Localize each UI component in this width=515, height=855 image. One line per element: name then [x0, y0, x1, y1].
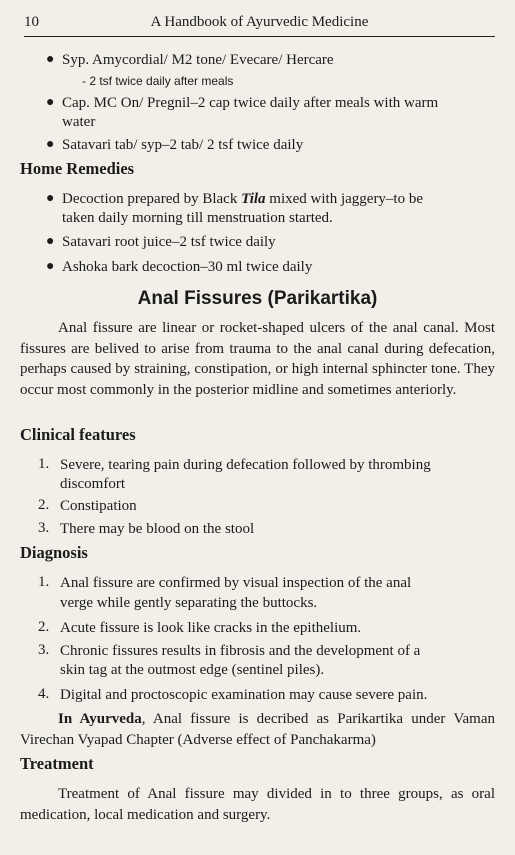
- bullet-dot: ●: [46, 191, 55, 206]
- feature-item: There may be blood on the stool: [60, 521, 255, 537]
- bullet-dot: ●: [46, 95, 55, 110]
- diagnosis-item: Chronic fissures results in fibrosis and the development of a: [60, 643, 421, 659]
- ayurveda-paragraph: In Ayurveda, Anal fissure is decribed as Parikartika under Vaman Virechan Vyapad Chapter (Adverse effect of Panchakarma): [20, 711, 495, 748]
- diagnosis-item-cont: skin tag at the outmost edge (sentinel piles).: [60, 662, 325, 678]
- diagnosis-heading: Diagnosis: [20, 543, 88, 562]
- dosage-note: - 2 tsf twice daily after meals: [82, 74, 234, 88]
- remedy-item: Decoction prepared by Black Tila mixed with jaggery–to be: [62, 191, 424, 207]
- diagnosis-item: Anal fissure are confirmed by visual inspection of the anal: [60, 575, 412, 591]
- feature-item-cont: discomfort: [60, 476, 125, 492]
- list-number: 4.: [38, 686, 50, 702]
- list-number: 1.: [38, 574, 50, 590]
- diagnosis-item-cont: verge while gently separating the buttocks.: [60, 595, 318, 611]
- clinical-features-heading: Clinical features: [20, 425, 136, 444]
- remedy-item: Ashoka bark decoction–30 ml twice daily: [62, 259, 313, 275]
- book-title: A Handbook of Ayurvedic Medicine: [150, 14, 369, 30]
- list-number: 3.: [38, 642, 50, 658]
- page-number: 10: [24, 14, 39, 30]
- list-number: 2.: [38, 619, 50, 635]
- bullet-dot: ●: [46, 137, 55, 152]
- medicine-item: Syp. Amycordial/ M2 tone/ Evecare/ Hercare: [62, 52, 334, 68]
- list-number: 2.: [38, 497, 50, 513]
- bullet-dot: ●: [46, 259, 55, 274]
- treatment-paragraph: Treatment of Anal fissure may divided in to three groups, as oral medication, local medication and surgery.: [20, 786, 495, 823]
- intro-paragraph: Anal fissure are linear or rocket-shaped ulcers of the anal canal. Most fissures are belived to arise from trauma to the anal canal during defecation, perhaps caused by straining, constipation, or high internal sphincter tone. They occur most commonly in the posterior midline and sometimes anteriorly.: [20, 320, 495, 398]
- diagnosis-item: Acute fissure is look like cracks in the epithelium.: [60, 620, 362, 636]
- medicine-item: Satavari tab/ syp–2 tab/ 2 tsf twice daily: [62, 137, 304, 153]
- running-header: [24, 14, 495, 37]
- bullet-dot: ●: [46, 52, 55, 67]
- medicine-item-cont: water: [62, 114, 96, 130]
- section-title: Anal Fissures (Parikartika): [137, 288, 378, 309]
- remedy-item-cont: taken daily morning till menstruation started.: [62, 210, 333, 226]
- diagnosis-item: Digital and proctoscopic examination may cause severe pain.: [60, 687, 428, 703]
- treatment-heading: Treatment: [20, 754, 94, 773]
- medicine-item: Cap. MC On/ Pregnil–2 cap twice daily after meals with warm: [62, 95, 439, 111]
- feature-item: Severe, tearing pain during defecation followed by thrombing: [60, 457, 431, 473]
- remedy-item: Satavari root juice–2 tsf twice daily: [62, 234, 276, 250]
- bullet-dot: ●: [46, 234, 55, 249]
- list-number: 3.: [38, 520, 50, 536]
- feature-item: Constipation: [60, 498, 137, 514]
- home-remedies-heading: Home Remedies: [20, 159, 135, 178]
- list-number: 1.: [38, 456, 50, 472]
